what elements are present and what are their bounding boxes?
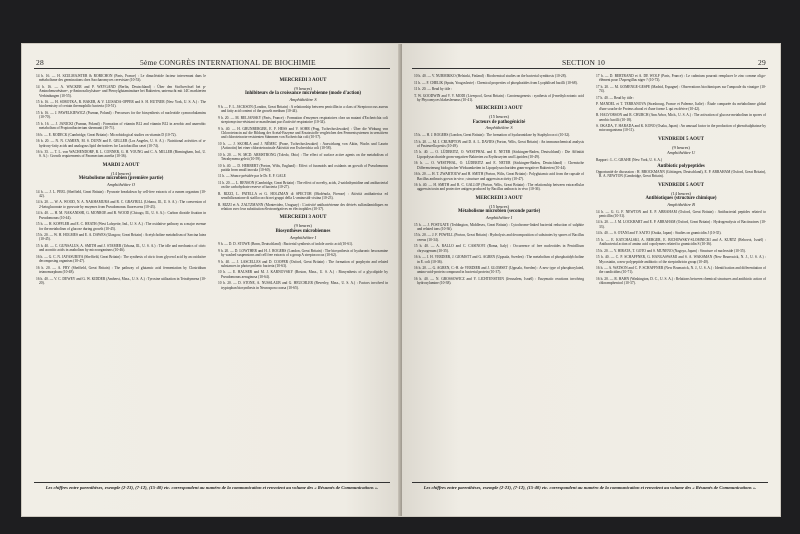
- right-column-2: [596, 74, 766, 288]
- right-page: [402, 44, 780, 516]
- section-hour: (14 heures): [111, 170, 131, 176]
- program-entry: 11 h. — Séance présidée par le Dr. E. F. GALE: [218, 174, 286, 179]
- section-title: Métabolisme microbien (première partie): [78, 176, 164, 182]
- program-entry: 16 h. — O. WESTPHAL, O. LÜDERITZ and E. NETER (Säckingen-Baden, Deutschland) : Chemische Differenzierung biologischer Wirksamkeiten in Lipopolysacchariden gram-negativer Bakterien (10-44).: [414, 161, 584, 170]
- section-day: MERCREDI 3 AOUT: [279, 78, 327, 83]
- left-running-head: 5ème CONGRÈS INTERNATIONAL DE BIOCHIMIE: [140, 58, 316, 67]
- left-column-2: [218, 74, 388, 292]
- program-entry: 9 h. 40. — H. GRUNBERGER, E. F. HESS and V. SOHR (Prag, Tschechoslowakei) : Über die Wirkung von Chlorotetracin auf die Bildung der Acetal-Enzyme und Ersatzstoffe vergleichen den Fermentsystemen in sensitiven und chlorotetracin-resistenten Stämmen von Escherichia coli (10-57).: [218, 126, 388, 140]
- program-entry: 17 h. 40. — Read by title :: [596, 95, 635, 100]
- program-entry: 16 h. 40. — N. GROSSOWICZ and Y. LICHTENSTEIN (Jerusalem, Israël) : Enzymatic reactions involving hydroxylamine (10-38).: [414, 276, 584, 286]
- right-footer-rule: [412, 482, 768, 483]
- left-header-rule: [34, 68, 390, 69]
- program-entry: 15 h. 40. — C. P. SCHAFFNER, G. HANGASWAMI and S. A. WAKSMAN (New Brunswick, N. J., U. S. A.) : Mycostatin, a new polypeptide antibiotic of the streptothricin group (10-40).: [596, 255, 766, 264]
- section-hour: (15 heures): [489, 114, 509, 120]
- program-entry: R. HALVORSON and R. CHURCH (Ann Arbor, Mich., U. S. A.) : The activation of glucose metabolism in spores of aerobic bacilli (10-18).: [596, 113, 766, 122]
- left-page: [22, 44, 402, 516]
- right-footer-note: Les chiffres entre parenthèses, exemple (2-23), (7-12), (15-40) etc. correspondent au numéro de la communication et renvoient au volume des « Résumés de Communications ».: [423, 485, 757, 490]
- right-section-title: SECTION 10: [562, 58, 606, 67]
- program-entry: 15 h. 20. — J. F. POWELL (Porton, Great Britain) : Hydrolysis and decomposition of substrates by spores of Bacillus cereus (10-34).: [414, 233, 584, 242]
- program-entry: 11 h. 20. — Read by title :: [414, 87, 453, 92]
- program-entry: T. W. GOODWIN and V. V. MODI (Liverpool, Great Britain) : Carotenogenesis : synthesis of β-methylcrotonic acid by Phycomyces blakesleeanus (10-41).: [414, 93, 584, 102]
- section-day: MARDI 2 AOUT: [102, 162, 140, 168]
- section-hour: (9 heures): [294, 86, 312, 91]
- section-day: VENDREDI 5 AOUT: [658, 136, 704, 142]
- program-entry: 16 h. 40. — V. C. DEWEY and G. W. KIDDER (Amherst, Mass., U. S. A.) : Tyrosine utilization in Tetrahymena (10-20).: [36, 276, 206, 285]
- section-day: MERCREDI 3 AOUT: [475, 195, 523, 201]
- section-title: Inhibiteurs de la croissance microbienne (mode d'action): [244, 91, 361, 97]
- program-entry: 14 h. 20. — J. M. LOCKHART and E. P. ABRAHAM (Oxford, Great Britain) : Hydrogenolysis of Bacitracines (10-33).: [596, 220, 766, 229]
- program-entry: 11 h. 20. — L. BENSON (Cambridge, Great Britain) : The effect of novelty, acids, 2-azidothymidine and antibacterial on the carbohydrate reserve of bacteria (10-27).: [218, 180, 388, 190]
- section-title: Antibiotiques (structure chimique): [645, 196, 717, 202]
- program-entry: 14 b. 16. — A. WACKER and P. WEYGAND (Berlin, Deutschland) : Über den Stoffwechsel bei p-Aminobenzoësäure-, p-Aminosalicylsäure- und Pteroylglutaminsäure bei Bakterien, untersucht mit 14C markierten Verbindungen (10-55).: [36, 84, 206, 98]
- program-entry: 9 h. 20. — D. LOWTHER and H. J. ROGERS (London, Great Britain) : The biosynthesis of hyaluronic hexosamine by washed suspensions and cell free extracts of a group A streptococcus (10-62).: [218, 248, 388, 258]
- program-entry: 10 h. — E. HAUSER and M. J. KARNOVSKY (Boston, Mass., U. S. A.) : Biosynthesis of a glycolipide by Pseudomonas aeruginosa (10-64).: [218, 270, 388, 279]
- program-entry: 10 h. 40. — D. HERBERT (Porton, Wilts, England) : Effect of furanoids and oxidants on growth of Pseudomonas putida from small inocula (10-60).: [218, 163, 388, 172]
- program-entry: 15 b. 16. — J. PAWELKIEWICZ (Poznan, Poland) : Precursors for the biosynthesis of nucleotide cyanocobalamins (10-70).: [36, 110, 206, 120]
- program-entry: 16 h. — A. WATSON and C. P. SCHAFFNER (New Brunswick, N. J., U. S. A.) : Identification and differentiation of the candicidins (10-71).: [596, 266, 766, 275]
- program-entry: 16 h. 20. — R. HAHN (Washington, D. C., U. S. A.) : Relations between chemical structures and antibiotic action of chloramphenicol (10-37).: [596, 276, 766, 286]
- section-room: Amphithéâtre S: [289, 97, 317, 103]
- section-title: Antibiotic polypeptides: [657, 164, 705, 170]
- program-entry: 16 h. 20. — A. FRY (Sheffield, Great Britain) : The pathway of glutamic acid fermentation by Clostridium tetanomorphum (10-48).: [36, 265, 206, 275]
- program-entry: 15 h. 20. — W. H. HOLMES and E. A. DAWES (Glasgow, Great Britain) : Acetylcholine metabolism of Sarcina lutea (10-45).: [36, 233, 206, 242]
- scanner-background: [0, 0, 800, 44]
- program-entry: 15 h. — J. POSTGATE (Teddington, Middlesex, Great Britain) : Cytochrome-linked bacterial reduction of sulphite and related ions (10-36).: [414, 222, 584, 231]
- section-title: Biosynthèses microbiennes: [275, 228, 331, 234]
- left-footer-rule: [34, 482, 390, 483]
- program-entry: 15 h. 20. — Y. HIRATA, T. GOTO and S. MUNENO (Nagoya, Japan) : Structure of nucleoside (10-35).: [596, 248, 746, 253]
- section-hour: (14 heures): [671, 190, 691, 196]
- section-hour: (15 heures): [489, 203, 509, 209]
- program-entry: 16 b. 35. — T. L. von WACHENDORF, R. L. CONNER, G. H. YOUNG and C. A. MILLER (Birmingham, Ind., U. S. A.) : Growth requirements of Paramecium aurelia (10-36).: [36, 150, 206, 159]
- program-entry: 15 h. — H. KOFFLER and E. C. HEATH (West Lafayette, Ind., U. S. A.) : The oxidative pathway as a major avenue for the metabolism of glucose during growth (10-45).: [36, 222, 206, 231]
- right-header-rule: [412, 68, 768, 69]
- right-page-number: 29: [758, 58, 766, 67]
- section-day: MERCREDI 3 AOUT: [475, 106, 523, 112]
- section-day: VENDREDI 5 AOUT: [658, 182, 704, 188]
- section-room: Amphithéâtre O: [106, 182, 135, 188]
- program-entry: 14 h. 40. — S. OTANI and Y. SAITO (Osaka, Japan) : Studies on gramicidin J (10-35).: [596, 231, 722, 236]
- program-entry: 15 h. 40. — C. GUNSALUS, A. SMITH and J. STAMER (Urbana, Ill., U. S. A.) : The idle and mechanics of citric and aconitic acids in anabolism by microorganisms (10-46).: [36, 243, 206, 253]
- program-entry: 15 h. 40. — A. RALLO and C. CASINOVI (Roma, Italy) : Occurrence of free nucleotides in Penicillium chrysogenum (10-35).: [414, 244, 584, 253]
- section-hour: (9 heures): [294, 223, 312, 229]
- section-day: MERCREDI 3 AOUT: [279, 215, 327, 221]
- program-entry: 15 b. 16. — H. SOROTKA, R. BAKER, & V. LUISADA-OPPER and S. H. HUTNER (New York, U. S. A.) : The biochemistry of certain thermophilic bacteria (10-51).: [36, 100, 206, 109]
- program-entry: 15 h. — E. KATCHALSKI, A. BERGER, E. BICHOWSKY-SLOMNICKI and A. KURTZ (Rehovot, Israël) : Antibacterial action of amino acid copolymers related to gramicidin S (10-36).: [596, 237, 766, 247]
- left-footer-note: Les chiffres entre parenthèses, exemple (2-23), (7-12), (15-40) etc. correspondent au numéro de la communication et renvoient au volume des « Résumés de Communications ».: [45, 485, 379, 490]
- section-room: Amphithéâtre I: [289, 234, 317, 240]
- section-title: Facteurs de pathogénicité: [472, 119, 526, 125]
- section-room: Amphithéâtre B: [667, 201, 695, 207]
- program-entry: 14 h. 20. — W. A. WOOD, N. A. NAKHAMURA and R. C. GRAYBILL (Urbana, Ill., U. S. A.) : The conversion of 2-ketogluconate to pyruvate by enzymes from Pseudomonas fluorescens (10-43).: [36, 200, 206, 209]
- program-entry: R. RIZZI, L. PATELLA et G. HOLZMAN di SPECTOR (Modénola, Firenze) : Attività antibatterica ed sensibilizzazione di stafilococchi nei gruppi della L-aminosidi-cistina (10-23).: [218, 191, 388, 201]
- program-entry: 16 h. 20. — H. T. ZWARTOUW and H. SMITH (Porton, Wilts, Great Britain) : Polyglutamic acid from the capsule of Bacillus anthracis grown in vivo ; structure and aggressin activity (10-47).: [414, 172, 584, 181]
- left-column-1: [36, 74, 206, 287]
- program-entry: 15 h. 40. — O. LÜDERITZ, O. WESTPHAL and E. NETER (Säckingen-Baden, Deutschland) : Die Affinität Lipopolysaccharide grom-negativer Bakterien zu Erythrozyten und Lipoiden (10-49).: [414, 150, 584, 159]
- program-entry: S. OKADA, Y. HARADA and K. KONO (Osaka, Japan) : An unusual factor in the production of phenolsulphatase by microorganisms (10-11).: [596, 124, 766, 133]
- open-book: [22, 44, 780, 516]
- program-entry: 16 b. 20. — N. N. CAMIEN, M. S. DUNN and E. GELLER (Los Angeles, U. S. A.) : Nutritional activities of α-hydroxy-fatty acids and analogous lipid derivatives for Lactobacillus casei (10-74).: [36, 139, 206, 148]
- program-entry: 14 h. — J. L. PEEL (Sheffield, Great Britain) : Pyruvate breakdown by cell-free extracts of a rumen organism (10-42).: [36, 189, 206, 198]
- program-entry: 16 b. — E. RODECK (Cambridge, Great Britain) : Microbiological studies on vitamin D (10-72).: [36, 132, 177, 137]
- program-entry: 16 h. 20. — G. AGREN, C.-H. de VERDIER and J. GLOMSET (Uppsala, Sweden) : A new type of phosphorylated, amino-acid-protein compound in bacterial protein (10-37).: [414, 266, 584, 275]
- program-entry: 9 h. — D. D. STOWE (Bonn, Deutschland) : Bacterial synthesis of indole acetic acid (10-61).: [218, 242, 354, 247]
- program-entry: 9 h. 20. — M. BELJANSKY (Paris, France) : Formation d'enzymes respiratoires chez un mutant d'Escherichia coli streptomycino-résistant se manifestant par d'activité respiratoire (10-34).: [218, 115, 388, 125]
- program-entry: 14 b. 16. — H. SZULMAJSTER & ROBICHON (Paris, France) : Le dinucléotide facteur intervenant dans le métabolisme des germinations chez Saccharomyces cerevisiae (10-53).: [36, 74, 206, 83]
- program-entry: 14 h. 40. — H. M. NAKANISHI, G. MONROE and B. WOOD (Chicago, Ill., U. S. A.) : Carbon dioxide fixation in Pseudomonas (10-44).: [36, 211, 206, 220]
- program-entry: 15 b. 16. — J. JANICKI (Poznan, Poland) : Formation of vitamin B12 and vitamin B12 in aerobic and anaerobic metabolism of Propionibacterium shermanii (10-71).: [36, 121, 206, 131]
- program-entry: 16 h. — J. H. VERDIER, J. GIOMSTT and G. AGREN (Uppsala, Sweden) : The metabolism of phosphatidylcholine in E. coli (10-36).: [414, 255, 584, 264]
- section-title: Métabolisme microbien (seconde partie): [457, 209, 541, 215]
- program-entry: P. MANDEL et T. TERRANOVA (Strasbourg, France et Palerme, Italie) : Étude comparée du métabolisme global d'une souche de Proteus aboral et d'une forme L qui en dérive (10-42).: [596, 102, 766, 111]
- section-hour: (9 heures): [672, 144, 690, 150]
- program-entry: 17 h. — D. BERTRAND et A. DE WOLF (Paris, France) : Le cadmium pourrait remplacer le zinc comme oligo-élément pour l'Aspergillus niger ? (10-73).: [596, 74, 766, 83]
- program-entry: 17 h. 20. — M. GOMENGE-GESPE (Madrid, Espagne) : Observations biochimiques sur l'ampoule du vinaigre (10-74).: [596, 84, 766, 94]
- program-entry: Opportunité de discussion : H. BROCKMANN (Göttingen, Deutschland), E. P. ABRAHAM (Oxford, Great Britain), R. A. NEWTON (Cambridge, Great Britain).: [596, 170, 766, 179]
- program-entry: 10 h. 20. — W. MCD. ARMSTRONG (Toledo, Ohio) : The effect of surface active agents on the metabolism of Tetrahymena geleii (10-59).: [218, 152, 388, 161]
- program-entry: 10 h. 20. — D. STONE, A. NUSSLAUB and G. HEUCHLER (Beverley, Mass., U. S. A.) : Factors involved in tryptophan biosynthesis in Neurospora crassa (10-65).: [218, 281, 388, 290]
- program-entry: 16 h. 40. — H. SMITH and R. C. GALLOP (Porton, Wilts, Great Britain) : The relationship between extracellular aggressin toxin and protective antigen produced by Bacillus anthracis in vivo (10-36).: [414, 183, 584, 192]
- program-entry: R. RIZZI et A. ZALTZMANN (Montevideo, Uruguay) : L'activité antibactérienne des dérivés sulfanilamidiques en relation avec leur substitution électronégatives en électrophiles (10-37).: [218, 202, 388, 212]
- program-entry: 11 h. — F. CHELIK (Spain, Yougoslavie) : Chemical properties of phosphatides from Lyophilised bacilli (10-68).: [414, 80, 578, 85]
- program-entry: 9 h. 40. — J. LASCELLES and D. COOPER (Oxford, Great Britain) : The formation of porphyrin and related substances in photosynthetic bacteria (10-63).: [218, 259, 388, 268]
- right-column-1: [414, 74, 584, 288]
- program-entry: 16 h. — G. C. N. JAYASURIYA (Sheffield, Great Britain) : The synthesis of citric from glycerol acid by an oxidative decomposing organism (10-47).: [36, 254, 206, 264]
- program-entry: 9 h. — F. L. JACKSON (London, Great Britain) : A relationship between penicillin in a class of Streptococcus aureus and fatty acid content of the growth medium (10-44).: [218, 104, 388, 114]
- program-entry: 15 h. — H. J. ROGERS (London, Great Britain) : The formation of hyaluronidase by Staphylococci (10-32).: [414, 133, 571, 138]
- program-entry: Rapport : L. C. GRAHE (New York, U. S. A.): [596, 157, 663, 162]
- program-entry: 10 h. 40. — V. NURMIKKO (Helsinki, Finland) : Biochemical studies on the bacterial symbiosis (10-28).: [414, 74, 567, 78]
- program-entry: 10 h. — J. SKOBLA and J. NÉMEC (Praze, Tschechoslowakei) : Auswirkung von Aktin, Wachs und Laurin (Actinotin) bei einer chlorotetracinale Aktivität von Escherichia coli (10-58).: [218, 141, 388, 151]
- program-entry: 15 h. 20. — M. J. CRUMPTON and D. A. L. DAVIES (Porton, Wilts, Great Britain) : An immunochemical analysis of Pasteurella pestis (10-49).: [414, 139, 584, 148]
- section-room: Amphithéâtre S: [485, 125, 513, 131]
- section-room: Amphithéâtre U: [666, 150, 695, 156]
- left-page-number: 28: [36, 58, 44, 67]
- section-room: Amphithéâtre I: [485, 215, 513, 220]
- program-entry: 14 h. — G. G. F. NEWTON and E. P. ABRAHAM (Oxford, Great Britain) : Antibacterial peptides related to penicillin (10-31).: [596, 209, 766, 218]
